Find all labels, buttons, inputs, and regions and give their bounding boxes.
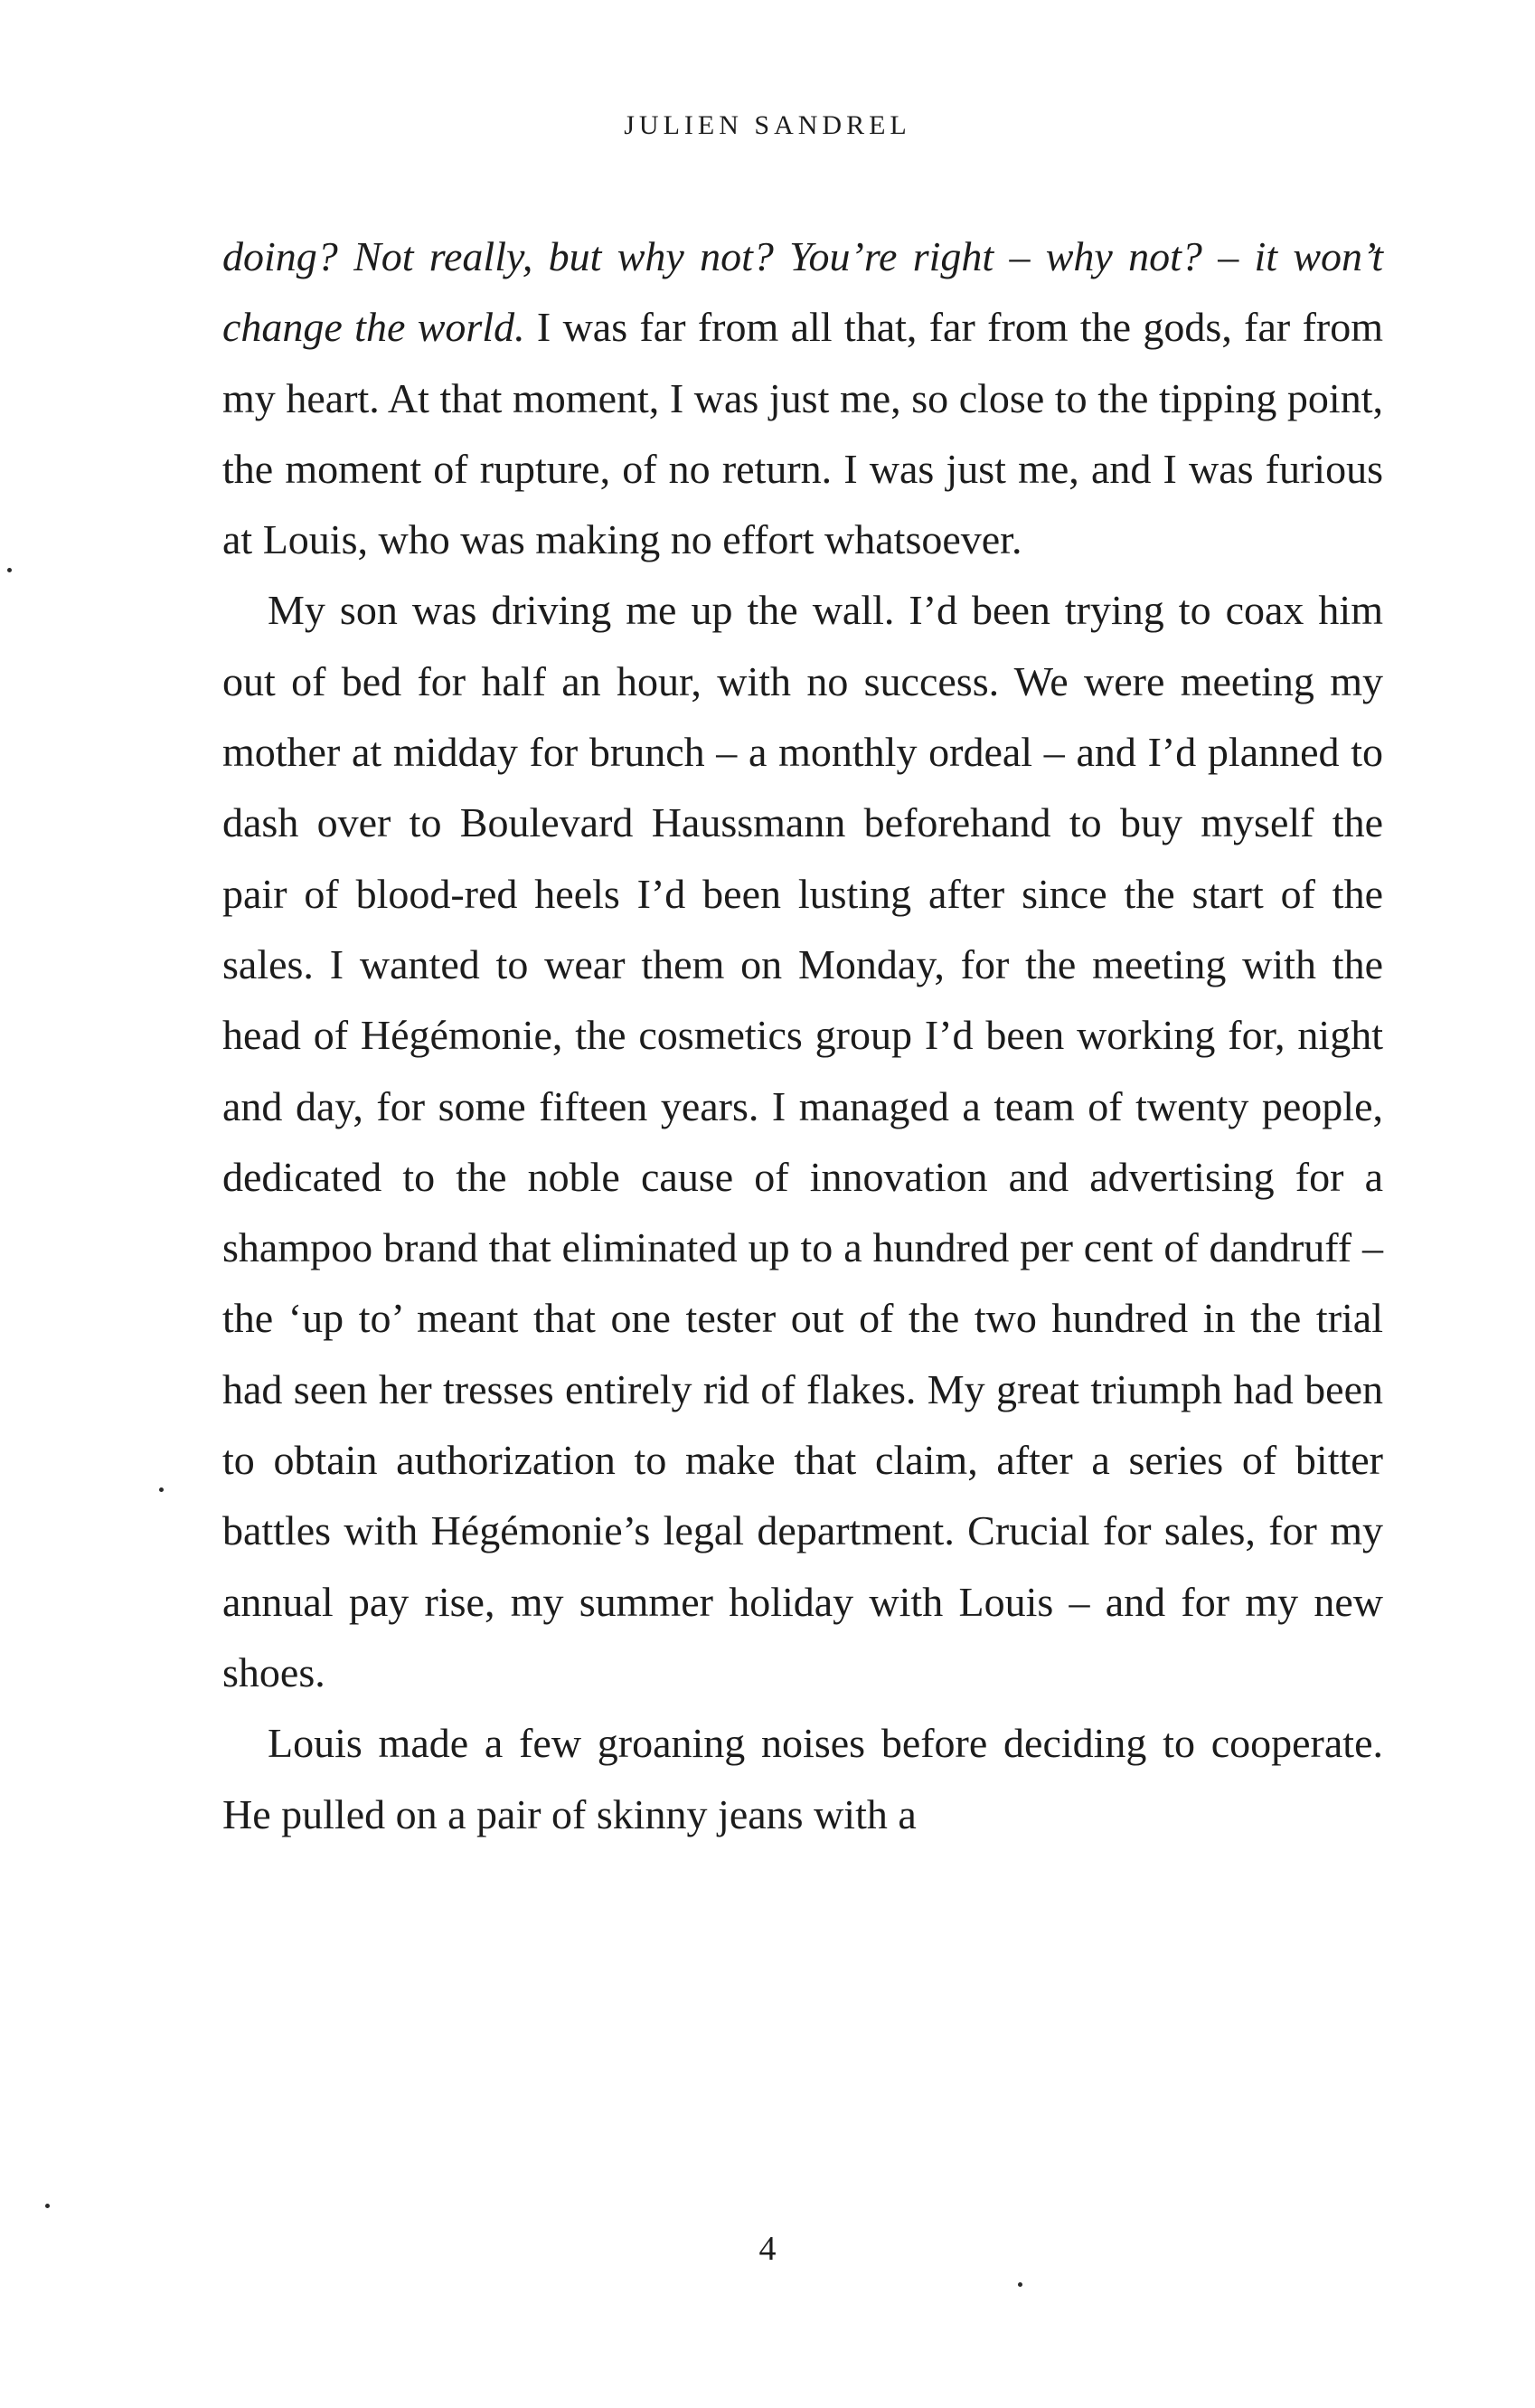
scan-speck — [45, 2204, 50, 2208]
paragraph-3: Louis made a few groaning noises before deciding to cooperate. He pulled on a pair of skinny jeans with a — [222, 1720, 1383, 1837]
scan-speck — [1018, 2282, 1022, 2287]
scan-speck — [7, 568, 12, 572]
paragraph-1-text: I was far from all that, far from the gods, far from my heart. At that moment, I was just me, so close to the tipping point, the moment of rupture, of no return. I was just me, and I was furious at Louis, who was making no effort whatsoever. — [222, 304, 1383, 563]
running-head: JULIEN SANDREL — [624, 110, 911, 140]
paragraph-2: My son was driving me up the wall. I’d been trying to coax him out of bed for half an hour, with no success. We were meeting my mother at midday for brunch – a monthly ordeal – and I’d planned to dash over to Boulevard Haussmann beforehand to buy myself the pair of blood-red heels I’d been lusting after since the start of the sales. I wanted to wear them on Monday, for the meeting with the head of Hégémonie, the cosmetics group I’d been working for, night and day, for some fifteen years. I managed a team of twenty people, dedicated to the noble cause of innovation and advertising for a shampoo brand that eliminated up to a hundred per cent of dandruff – the ‘up to’ meant that one tester out of the two hundred in the trial had seen her tresses entirely rid of flakes. My great triumph had been to obtain authorization to make that claim, after a series of bitter battles with Hégémonie’s legal department. Crucial for sales, for my annual pay rise, my summer holiday with Louis – and for my new shoes. — [222, 587, 1383, 1695]
scan-speck — [159, 1487, 164, 1492]
italic-lead: doing? Not really, but why not? You’re right – why not? – it won’t change the world. — [222, 233, 1383, 351]
body-text — [222, 222, 1383, 1850]
page-number: 4 — [758, 2230, 777, 2268]
paragraph-1 — [222, 222, 1383, 575]
